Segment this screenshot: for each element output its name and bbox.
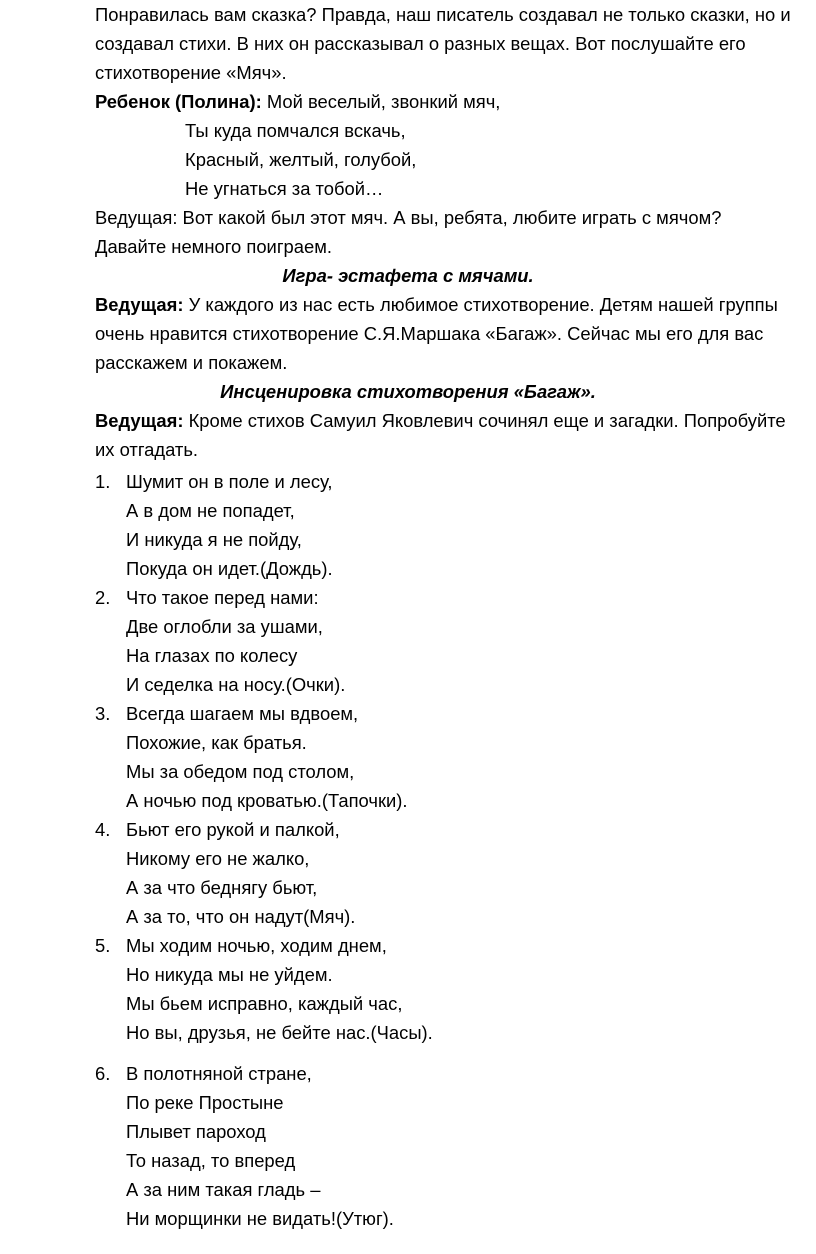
riddle-line: А в дом не попадет, — [126, 500, 295, 521]
host-line: очень нравится стихотворение С.Я.Маршака «Багаж». Сейчас мы его для вас — [95, 323, 764, 344]
intro-line: Понравилась вам сказка? Правда, наш писатель создавал не только сказки, но и — [95, 4, 791, 25]
riddle-line: Бьют его рукой и палкой, — [126, 819, 340, 840]
riddle-line: А за ним такая гладь – — [126, 1179, 321, 1200]
host-line: Давайте немного поиграем. — [95, 236, 332, 257]
intro-line: создавал стихи. В них он рассказывал о разных вещах. Вот послушайте его — [95, 33, 746, 54]
riddle-number: 4. — [95, 819, 111, 840]
riddle-number: 1. — [95, 471, 111, 492]
riddle-line: А ночью под кроватью.(Тапочки). — [126, 790, 408, 811]
riddle-line: Мы бьем исправно, каждый час, — [126, 993, 403, 1014]
poem-line: Красный, желтый, голубой, — [185, 149, 417, 170]
riddle-line: Плывет пароход — [126, 1121, 266, 1142]
riddle-line: В полотняной стране, — [126, 1063, 312, 1084]
riddle-line: Но вы, друзья, не бейте нас.(Часы). — [126, 1022, 433, 1043]
riddle-line: Ни морщинки не видать!(Утюг). — [126, 1208, 394, 1229]
riddle-line: По реке Простыне — [126, 1092, 284, 1113]
host-line: Ведущая: Вот какой был этот мяч. А вы, ребята, любите играть с мячом? — [95, 207, 722, 228]
riddle-line: Две оглобли за ушами, — [126, 616, 323, 637]
host-line — [95, 290, 778, 319]
game-title: Игра- эстафета с мячами. — [282, 265, 534, 286]
riddle-line: Покуда он идет.(Дождь). — [126, 558, 333, 579]
riddle-line: Что такое перед нами: — [126, 587, 319, 608]
host-text: Кроме стихов Самуил Яковлевич сочинял еще и загадки. Попробуйте — [183, 410, 786, 431]
riddle-line: Мы за обедом под столом, — [126, 761, 355, 782]
riddle-line: Всегда шагаем мы вдвоем, — [126, 703, 359, 724]
riddle-line: Мы ходим ночью, ходим днем, — [126, 935, 387, 956]
host-line — [95, 406, 786, 435]
poem-line: Мой веселый, звонкий мяч, — [261, 91, 501, 112]
riddle-line: То назад, то вперед — [126, 1150, 296, 1171]
speaker-label: Ведущая: — [95, 294, 184, 315]
riddle-line: Шумит он в поле и лесу, — [126, 471, 333, 492]
staging-title: Инсценировка стихотворения «Багаж». — [220, 381, 596, 402]
riddle-line: А за что беднягу бьют, — [126, 877, 318, 898]
host-text: У каждого из нас есть любимое стихотворение. Детям нашей группы — [183, 294, 778, 315]
riddle-line: Похожие, как братья. — [126, 732, 307, 753]
child-line — [95, 87, 500, 116]
speaker-label: Ведущая: — [95, 410, 184, 431]
riddle-number: 3. — [95, 703, 111, 724]
riddle-number: 5. — [95, 935, 111, 956]
riddle-line: Никому его не жалко, — [126, 848, 310, 869]
host-line: их отгадать. — [95, 439, 199, 460]
riddle-line: И седелка на носу.(Очки). — [126, 674, 346, 695]
host-line: расскажем и покажем. — [95, 352, 288, 373]
riddle-number: 2. — [95, 587, 111, 608]
riddle-line: Но никуда мы не уйдем. — [126, 964, 333, 985]
riddle-line: И никуда я не пойду, — [126, 529, 302, 550]
intro-line: стихотворение «Мяч». — [95, 62, 287, 83]
poem-line: Не угнаться за тобой… — [185, 178, 384, 199]
speaker-label: Ребенок (Полина): — [95, 91, 262, 112]
riddle-line: На глазах по колесу — [126, 645, 298, 666]
poem-line: Ты куда помчался вскачь, — [185, 120, 406, 141]
riddle-line: А за то, что он надут(Мяч). — [126, 906, 356, 927]
riddle-number: 6. — [95, 1063, 111, 1084]
